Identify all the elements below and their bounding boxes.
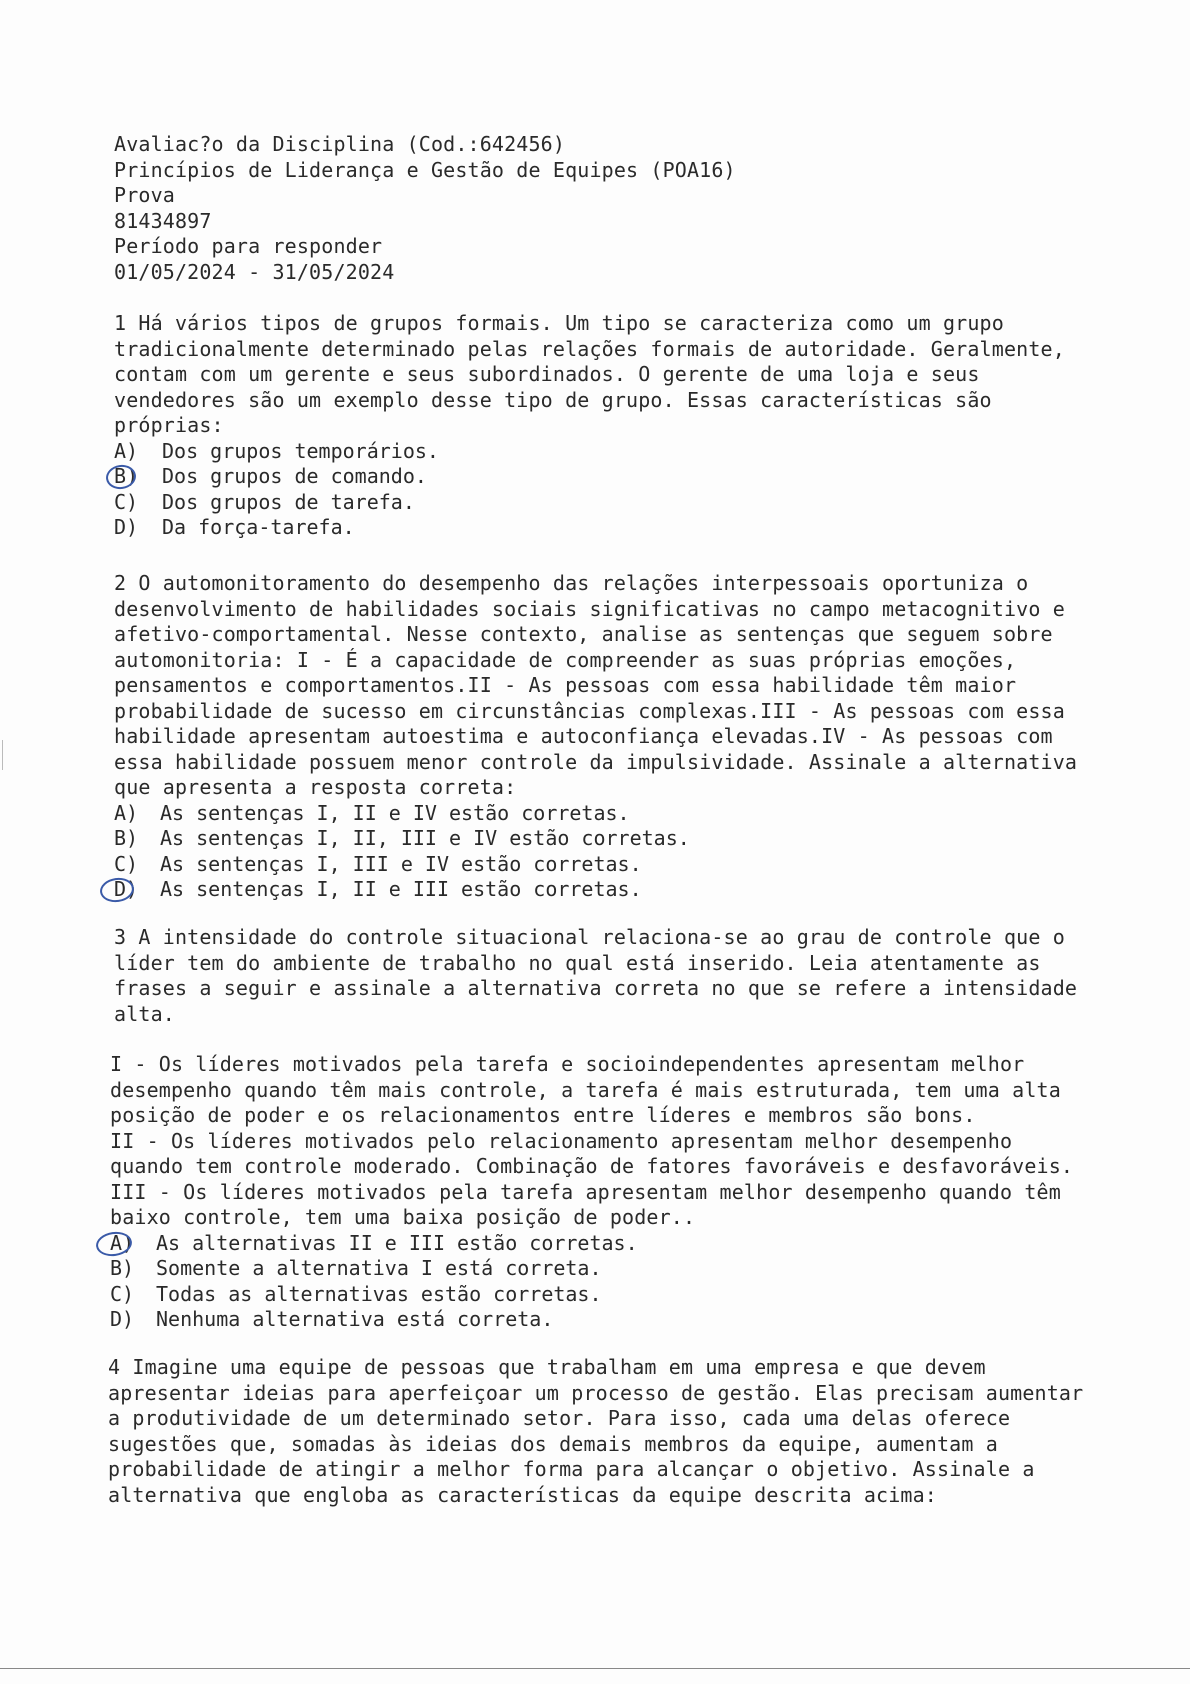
option-text: As sentenças I, III e IV estão corretas. [160, 851, 642, 876]
question-text-line: 1 Há vários tipos de grupos formais. Um tipo se caracteriza como um grupo [114, 311, 1004, 335]
statement-line: posição de poder e os relacionamentos entre líderes e membros são bons. [110, 1103, 976, 1127]
question-text-line: probabilidade de sucesso em circunstâncias complexas.III - As pessoas com essa [114, 698, 1065, 723]
question-text-line: 2 O automonitoramento do desempenho das relações interpessoais oportuniza o [114, 571, 1029, 595]
question-text-line: sugestões que, somadas às ideias dos demais membros da equipe, aumentam a [108, 1431, 998, 1456]
question-text-line: que apresenta a resposta correta: [114, 775, 517, 799]
question-text-line: frases a seguir e assinale a alternativa correta no que se refere a intensidade [114, 976, 1078, 1000]
header-period-dates: 01/05/2024 - 31/05/2024 [114, 259, 395, 284]
option-text: Dos grupos temporários. [162, 438, 439, 463]
question-text-line: 3 A intensidade do controle situacional relaciona-se ao grau de controle que o [114, 925, 1065, 949]
question-text-line: contam com um gerente e seus subordinados. O gerente de uma loja e seus [114, 362, 980, 386]
option-letter: C) [114, 489, 139, 514]
question-text-line: tradicionalmente determinado pelas relações formais de autoridade. Geralmente, [114, 336, 1065, 361]
option-c[interactable] [114, 490, 1074, 516]
header-id: 81434897 [114, 208, 212, 233]
option-c[interactable] [110, 1282, 1070, 1308]
option-b[interactable] [110, 1256, 1070, 1282]
statement-line: II - Os líderes motivados pelo relacionamento apresentam melhor desempenho [110, 1128, 1013, 1153]
option-d[interactable] [114, 877, 1074, 903]
option-letter: B) [110, 1256, 135, 1280]
header-type: Prova [114, 183, 175, 207]
question-text-line: 4 Imagine uma equipe de pessoas que trabalham em uma empresa e que devem [108, 1355, 986, 1379]
question-text-line: alta. [114, 1001, 175, 1026]
option-text: Dos grupos de tarefa. [162, 489, 415, 514]
option-letter: D) [114, 515, 139, 539]
question-text-line: automonitoria: I - É a capacidade de compreender as suas próprias emoções, [114, 647, 1017, 672]
header-period-label: Período para responder [114, 234, 383, 258]
option-letter: D) [110, 1307, 135, 1331]
option-text: Todas as alternativas estão corretas. [156, 1281, 602, 1306]
option-letter: A) [114, 438, 139, 463]
question-4 [108, 1355, 1084, 1508]
statement-line: quando tem controle moderado. Combinação de fatores favoráveis e desfavoráveis. [110, 1154, 1074, 1178]
statement-line: I - Os líderes motivados pela tarefa e socioindependentes apresentam melhor [110, 1052, 1025, 1076]
question-1 [114, 311, 1074, 541]
question-2 [114, 571, 1078, 903]
question-text-line: a produtividade de um determinado setor. Para isso, cada uma delas oferece [108, 1406, 1011, 1430]
document-header [114, 132, 1074, 285]
page-bottom-rule [0, 1668, 1190, 1669]
option-text: Somente a alternativa I está correta. [156, 1256, 602, 1280]
option-text: As alternativas II e III estão corretas. [156, 1230, 638, 1255]
option-a[interactable] [114, 439, 1074, 465]
statement-line: III - Os líderes motivados pela tarefa apresentam melhor desempenho quando têm [110, 1179, 1061, 1204]
option-text: As sentenças I, II e III estão corretas. [160, 877, 642, 901]
option-letter: D) [114, 877, 139, 901]
question-text-line: líder tem do ambiente de trabalho no qual está inserido. Leia atentamente as [114, 950, 1041, 975]
option-text: As sentenças I, II, III e IV estão corretas. [160, 826, 690, 850]
option-d[interactable] [114, 515, 1074, 541]
question-text-line: próprias: [114, 413, 224, 437]
question-text-line: habilidade apresentam autoestima e autoconfiança elevadas.IV - As pessoas com [114, 724, 1053, 748]
question-text-line: essa habilidade possuem menor controle da impulsividade. Assinale a alternativa [114, 749, 1078, 774]
question-text-line: apresentar ideias para aperfeiçoar um processo de gestão. Elas precisam aumentar [108, 1380, 1084, 1405]
option-letter: A) [114, 800, 139, 825]
option-letter: B) [114, 826, 139, 850]
question-text-line: probabilidade de atingir a melhor forma para alcançar o objetivo. Assinale a [108, 1457, 1035, 1481]
question-text-line: vendedores são um exemplo desse tipo de grupo. Essas características são [114, 387, 992, 412]
option-letter: C) [114, 851, 139, 876]
option-a[interactable] [114, 801, 1074, 827]
question-text-line: pensamentos e comportamentos.II - As pessoas com essa habilidade têm maior [114, 673, 1017, 697]
option-text: Dos grupos de comando. [162, 464, 427, 488]
question-3 [114, 925, 1078, 1027]
scan-edge-mark [2, 740, 3, 770]
question-text-line: afetivo-comportamental. Nesse contexto, analise as sentenças que seguem sobre [114, 622, 1053, 646]
statement-line: baixo controle, tem uma baixa posição de poder.. [110, 1205, 696, 1229]
option-text: Da força-tarefa. [162, 515, 355, 539]
option-text: As sentenças I, II e IV estão corretas. [160, 800, 630, 825]
option-c[interactable] [114, 852, 1074, 878]
statement-line: desempenho quando têm mais controle, a tarefa é mais estruturada, tem uma alta [110, 1077, 1061, 1102]
option-letter: C) [110, 1281, 135, 1306]
header-course: Princípios de Liderança e Gestão de Equipes (POA16) [114, 157, 736, 182]
question-text-line: desenvolvimento de habilidades sociais significativas no campo metacognitivo e [114, 596, 1065, 621]
option-text: Nenhuma alternativa está correta. [156, 1307, 554, 1331]
question-3-statements [110, 1052, 1074, 1333]
header-title: Avaliac?o da Disciplina (Cod.:642456) [114, 132, 566, 156]
option-d[interactable] [110, 1307, 1070, 1333]
option-letter: A) [110, 1230, 135, 1255]
option-b[interactable] [114, 464, 1074, 490]
option-b[interactable] [114, 826, 1074, 852]
option-a[interactable] [110, 1231, 1070, 1257]
question-text-line: alternativa que engloba as características da equipe descrita acima: [108, 1482, 937, 1507]
option-letter: B) [114, 464, 139, 488]
